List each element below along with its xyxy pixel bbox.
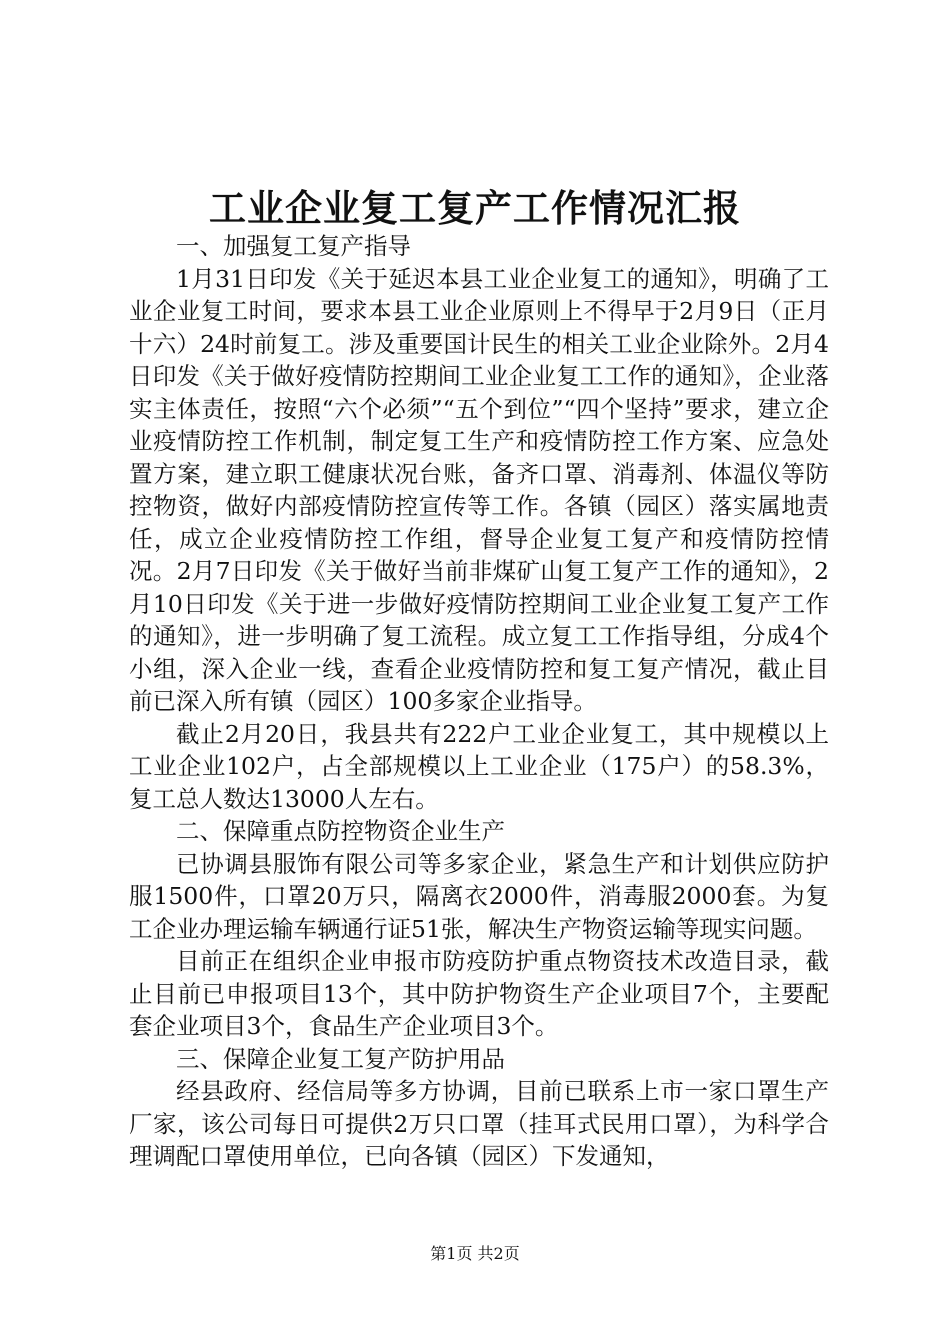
section-heading-2: 二、保障重点防控物资企业生产 xyxy=(176,817,505,845)
document-title: 工业企业复工复产工作情况汇报 xyxy=(209,186,741,230)
paragraph-2: 截止2月20日，我县共有222户工业企业复工，其中规模以上工业企业102户，占全部规模以上工业企业（175户）的58.3%，复工总人数达13000人左右。 xyxy=(129,719,829,813)
document-body xyxy=(129,230,829,1173)
section-heading-3: 三、保障企业复工复产防护用品 xyxy=(176,1044,505,1073)
paragraph-5: 经县政府、经信局等多方协调，目前已联系上市一家口罩生产厂家，该公司每日可提供2万只口罩（挂耳式民用口罩），为科学合理调配口罩使用单位，已向各镇（园区）下发通知， xyxy=(129,1077,829,1170)
paragraph-1: 1月31日印发《关于延迟本县工业企业复工的通知》，明确了工业企业复工时间，要求本县工业企业原则上不得早于2月9日（正月十六）24时前复工。涉及重要国计民生的相关工业企业除外。2月4日印发《关于做好疫情防控期间工业企业复工工作的通知》，企业落实主体责任，按照“六个必须”“五个到位”“四个坚持”要求，建立企业疫情防控工作机制，制定复工生产和疫情防控工作方案、应急处置方案，建立职工健康状况台账，备齐口罩、消毒剂、体温仪等防控物资，做好内部疫情防控宣传等工作。各镇（园区）落实属地责任，成立企业疫情防控工作组，督导企业复工复产和疫情防控情况。2月7日印发《关于做好当前非煤矿山复工复产工作的通知》，2月10日印发《关于进一步做好疫情防控期间工业企业复工复产工作的通知》，进一步明确了复工流程。成立复工工作指导组，分成4个小组，深入企业一线，查看企业疫情防控和复工复产情况，截止目前已深入所有镇（园区）100多家企业指导。 xyxy=(129,264,829,715)
paragraph-3: 已协调县服饰有限公司等多家企业，紧急生产和计划供应防护服1500件，口罩20万只，隔离衣2000件，消毒服2000套。为复工企业办理运输车辆通行证51张，解决生产物资运输等现实问题。 xyxy=(129,849,829,943)
paragraph-4: 目前正在组织企业申报市防疫防护重点物资技术改造目录，截止目前已申报项目13个，其中防护物资生产企业项目7个，主要配套企业项目3个，食品生产企业项目3个。 xyxy=(129,947,829,1040)
section-heading-1: 一、加强复工复产指导 xyxy=(176,232,411,260)
page-footer: 第1页 共2页 xyxy=(430,1244,520,1263)
